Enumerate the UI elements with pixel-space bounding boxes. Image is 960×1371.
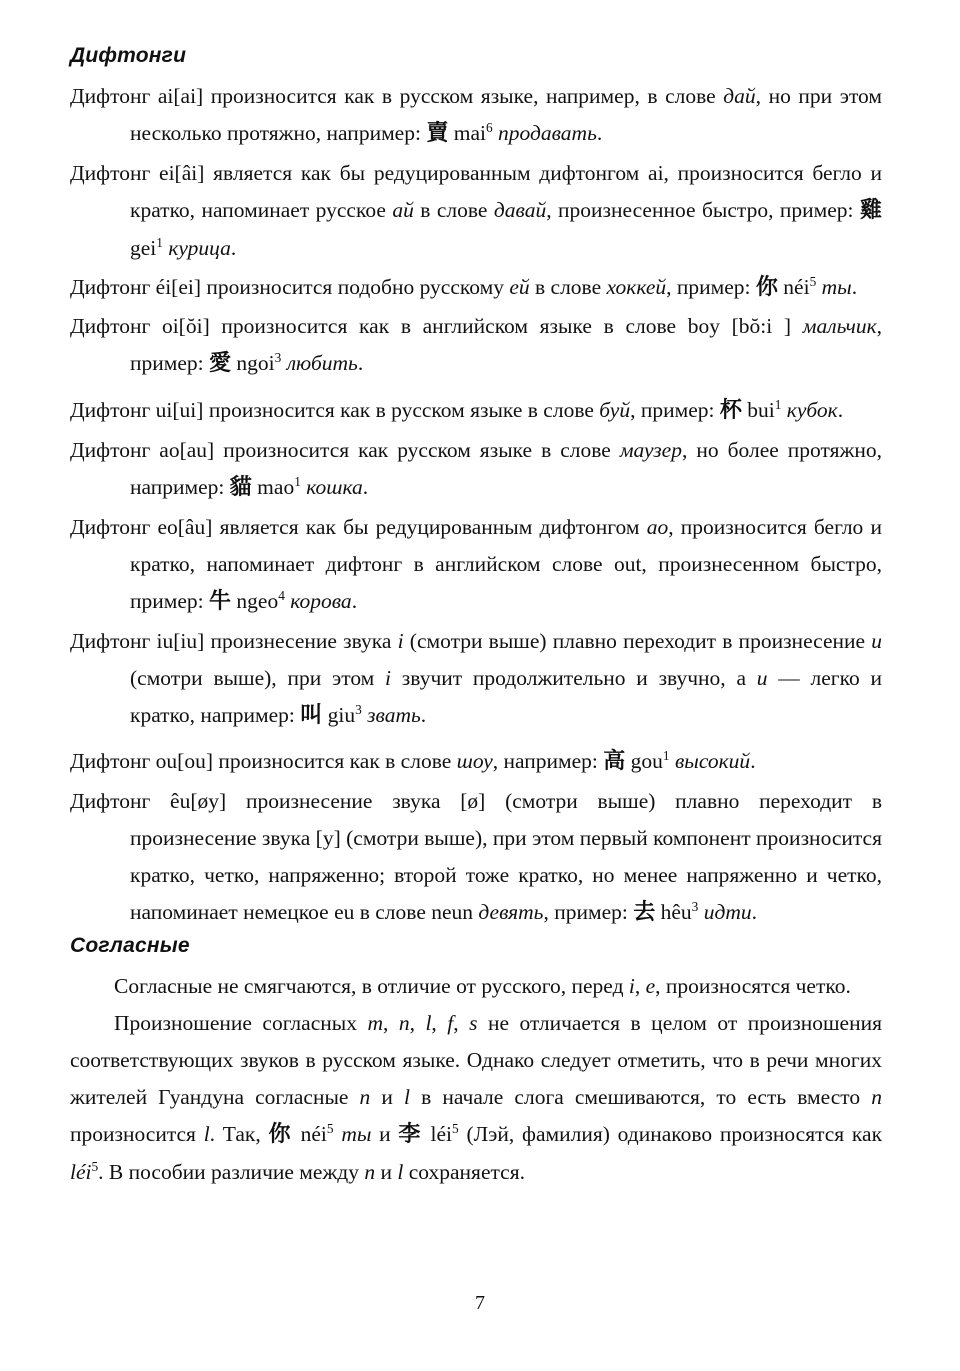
entry-text: . (362, 474, 369, 499)
han-character: 杯 (719, 398, 742, 424)
para-italic: n (364, 1159, 376, 1184)
entry-text: произносится как русском языке в слове (223, 438, 620, 463)
para-italic: l (404, 1084, 410, 1109)
entry-text: , но при этом несколько протяжно, например: (130, 84, 882, 145)
para-italic: l (425, 1010, 432, 1035)
para-italic: l (397, 1159, 404, 1184)
entry-italic: i (397, 628, 404, 653)
entry-text: . (851, 274, 858, 299)
entry-gloss: звать (367, 702, 421, 727)
han-character: 牛 (209, 588, 232, 614)
para-text: и (375, 1159, 398, 1184)
tone-number: 1 (774, 397, 782, 413)
diphthong-label-ao: Дифтонг ao[au] (70, 438, 215, 463)
entry-text: . (351, 588, 358, 613)
han-character: 李 (398, 1121, 423, 1147)
entry-text: произносится как в русском языке в слове (208, 398, 600, 423)
tone-number: 6 (485, 119, 493, 135)
entry-gloss: корова (290, 588, 352, 613)
entry-text: . (230, 235, 237, 260)
romanization: giu (327, 702, 356, 727)
entry-italic: буй (599, 398, 631, 423)
entry-text: . (750, 749, 756, 774)
han-character: 你 (755, 274, 778, 300)
tone-number: 3 (355, 701, 362, 717)
entry-text: . (420, 702, 427, 727)
para-text: и (370, 1084, 404, 1109)
han-character: 賣 (426, 120, 449, 146)
romanization: néi (300, 1121, 327, 1146)
romanization: mao (257, 474, 295, 499)
entry-italic: i (385, 665, 392, 690)
diphthong-label-ei-acute: Дифтонг éi[ei] (70, 274, 202, 299)
han-character: 去 (633, 900, 656, 926)
section-heading-consonants: Согласные (70, 933, 190, 957)
entry-text: в слове (529, 274, 607, 299)
para-text: , (382, 1010, 399, 1035)
para-text: (Лэй, фамилия) одинаково произносятся как (458, 1121, 883, 1146)
tone-number: 5 (452, 1120, 459, 1136)
para-italic: l (203, 1121, 210, 1146)
entry-gloss: идти (703, 900, 752, 925)
para-text: , произносятся четко. (655, 973, 851, 998)
entry-text: является как бы редуцированным дифтонгом (219, 514, 647, 539)
entry-italic: хоккей (606, 274, 667, 299)
entry-text: , произносится бегло и кратко, напоминает дифтонг в английском слове out, произнесенном быстро, пример: (130, 514, 882, 613)
tone-number: 5 (809, 273, 817, 289)
entry-text: , пример: (130, 314, 883, 376)
romanization: léi (430, 1121, 453, 1146)
para-italic: n (359, 1084, 371, 1109)
diphthong-label-oi: Дифтонг oi[ŏi] (70, 314, 210, 339)
diphthong-label-eo: Дифтонг eo[âu] (70, 514, 213, 539)
entry-italic: ей (509, 274, 530, 299)
para-italic: m (367, 1010, 383, 1035)
para-italic: f (447, 1010, 454, 1035)
entry-text: , пример: (666, 274, 756, 299)
entry-text: , пример: (630, 398, 720, 423)
romanization: hêu (660, 900, 692, 925)
entry-italic: давай (493, 197, 547, 222)
para-italic: léi (70, 1159, 92, 1184)
diphthong-entry-ei-acute (70, 269, 882, 307)
tone-number: 4 (278, 587, 285, 603)
entry-text: . (837, 398, 844, 423)
romanization: ngeo (236, 588, 279, 613)
para-italic: i (628, 973, 635, 998)
entry-text: , произнесенное быстро, пример: (546, 197, 860, 222)
para-italic: n (398, 1010, 410, 1035)
diphthong-label-eu: Дифтонг êu[øy] (70, 789, 227, 814)
han-character: 高 (603, 749, 626, 775)
para-text: сохраняется. (403, 1159, 525, 1184)
entry-text: . (357, 351, 364, 376)
entry-text: (смотри выше), при этом (130, 665, 386, 690)
han-character: 貓 (229, 474, 252, 500)
diphthong-entry-ei (70, 155, 882, 267)
page-number: 7 (475, 1292, 485, 1314)
entry-text: , но более протяжно, например: (130, 438, 882, 499)
han-character: 你 (268, 1121, 293, 1147)
entry-text: . (751, 900, 757, 925)
romanization: néi (783, 274, 810, 299)
entry-text: произносится подобно русскому (206, 274, 510, 299)
para-text: Произношение согласных (114, 1010, 368, 1035)
tone-number: 1 (156, 234, 163, 250)
para-italic: e (645, 973, 656, 998)
entry-text: в слове (413, 197, 494, 222)
entry-gloss: высокий (674, 749, 751, 774)
entry-text: является как бы редуцированным дифтонгом ai, произносится бегло и кратко, напоминает русское (130, 160, 882, 222)
romanization: ngoi (236, 351, 275, 376)
entry-text: произносится как в английском языке в слове boy [bŏ:i ] (221, 314, 803, 339)
entry-italic: шоу (456, 749, 493, 774)
diphthong-entry-ui (70, 392, 882, 430)
entry-gloss: продавать (498, 120, 597, 145)
para-text: и (371, 1121, 399, 1146)
entry-italic: маузер (619, 438, 682, 463)
entry-italic: дай (723, 84, 756, 108)
entry-text: произносится как в русском языке, например, в слове (210, 84, 724, 108)
diphthong-label-ui: Дифтонг ui[ui] (70, 398, 204, 423)
tone-number: 5 (326, 1120, 334, 1136)
para-text: , (634, 973, 646, 998)
entry-text: произнесение звука [ø] (смотри выше) плавно переходит в произнесение звука [y] (смотри выше), при этом первый компонент произносится кратко, четко, напряженно; второй тоже кратко, но менее напряженно и четко, напоминает немецкое eu в слове neun (130, 789, 882, 925)
romanization: bui (747, 398, 775, 423)
diphthong-entry-iu (70, 623, 882, 735)
romanization: mai (453, 120, 486, 145)
entry-gloss: кубок (786, 398, 838, 423)
entry-italic: u (756, 665, 768, 690)
para-text: не отличается в целом от произношения соответствующих звуков в русском языке. Однако следует отметить, что в речи многих жителей Гуандуна согласные (70, 1010, 882, 1109)
diphthong-label-ai: Дифтонг ai[ai] (70, 84, 204, 108)
tone-number: 3 (691, 898, 699, 914)
para-italic: s (469, 1010, 478, 1035)
entry-italic: мальчик (802, 314, 877, 339)
romanization: gou (630, 749, 663, 774)
tone-number: 1 (662, 748, 670, 764)
diphthong-entry-eu (70, 783, 882, 932)
entry-italic: u (871, 628, 882, 653)
para-text: , (409, 1010, 426, 1035)
para-text: Согласные не смягчаются, в отличие от русского, перед (114, 973, 629, 998)
diphthong-entry-ao (70, 432, 882, 507)
para-gloss: ты (341, 1121, 372, 1146)
diphthong-label-ei: Дифтонг ei[âi] (70, 160, 205, 185)
diphthong-entry-ai (70, 78, 882, 153)
diphthong-entry-eo (70, 509, 882, 621)
para-text: , (431, 1010, 448, 1035)
consonants-paragraph-2 (70, 1005, 882, 1191)
para-text: в начале слога смешиваются, то есть вместо (409, 1084, 872, 1109)
para-text: произносится (70, 1121, 204, 1146)
romanization: gei (130, 235, 157, 260)
entry-text: , например: (492, 749, 604, 774)
entry-gloss: кошка (306, 474, 363, 499)
entry-italic: ай (392, 197, 414, 222)
entry-gloss: курица (168, 235, 231, 260)
entry-text: произносится как в слове (218, 749, 457, 774)
entry-italic: ао (646, 514, 669, 539)
entry-gloss: ты (821, 274, 852, 299)
entry-text: . (596, 120, 603, 145)
tone-number: 3 (274, 350, 282, 366)
diphthong-entry-oi (70, 308, 882, 383)
entry-text: произнесение звука (210, 628, 398, 653)
han-character: 愛 (209, 351, 232, 377)
para-italic: n (871, 1084, 882, 1109)
section-heading-diphthongs: Дифтонги (70, 44, 187, 67)
entry-text: (смотри выше) плавно переходит в произнесение (403, 628, 872, 653)
entry-italic: девять (478, 900, 544, 925)
consonants-paragraph-1 (70, 968, 882, 1005)
entry-gloss: любить (286, 351, 358, 376)
tone-number: 5 (91, 1158, 99, 1174)
diphthong-label-ou: Дифтонг ou[ou] (70, 749, 213, 774)
entry-text: — легко и кратко, например: (130, 665, 882, 727)
entry-text: звучит продолжительно и звучно, а (391, 665, 757, 690)
diphthong-label-iu: Дифтонг iu[iu] (70, 628, 205, 653)
page-content (70, 44, 882, 1191)
entry-text: , пример: (543, 900, 634, 925)
tone-number: 1 (294, 473, 301, 489)
para-text: , (453, 1010, 470, 1035)
para-text: . Так, (209, 1121, 269, 1146)
diphthong-entry-ou (70, 743, 882, 781)
para-text: . В пособии различие между (98, 1159, 365, 1184)
han-character: 叫 (300, 702, 323, 728)
han-character: 雞 (859, 197, 882, 223)
